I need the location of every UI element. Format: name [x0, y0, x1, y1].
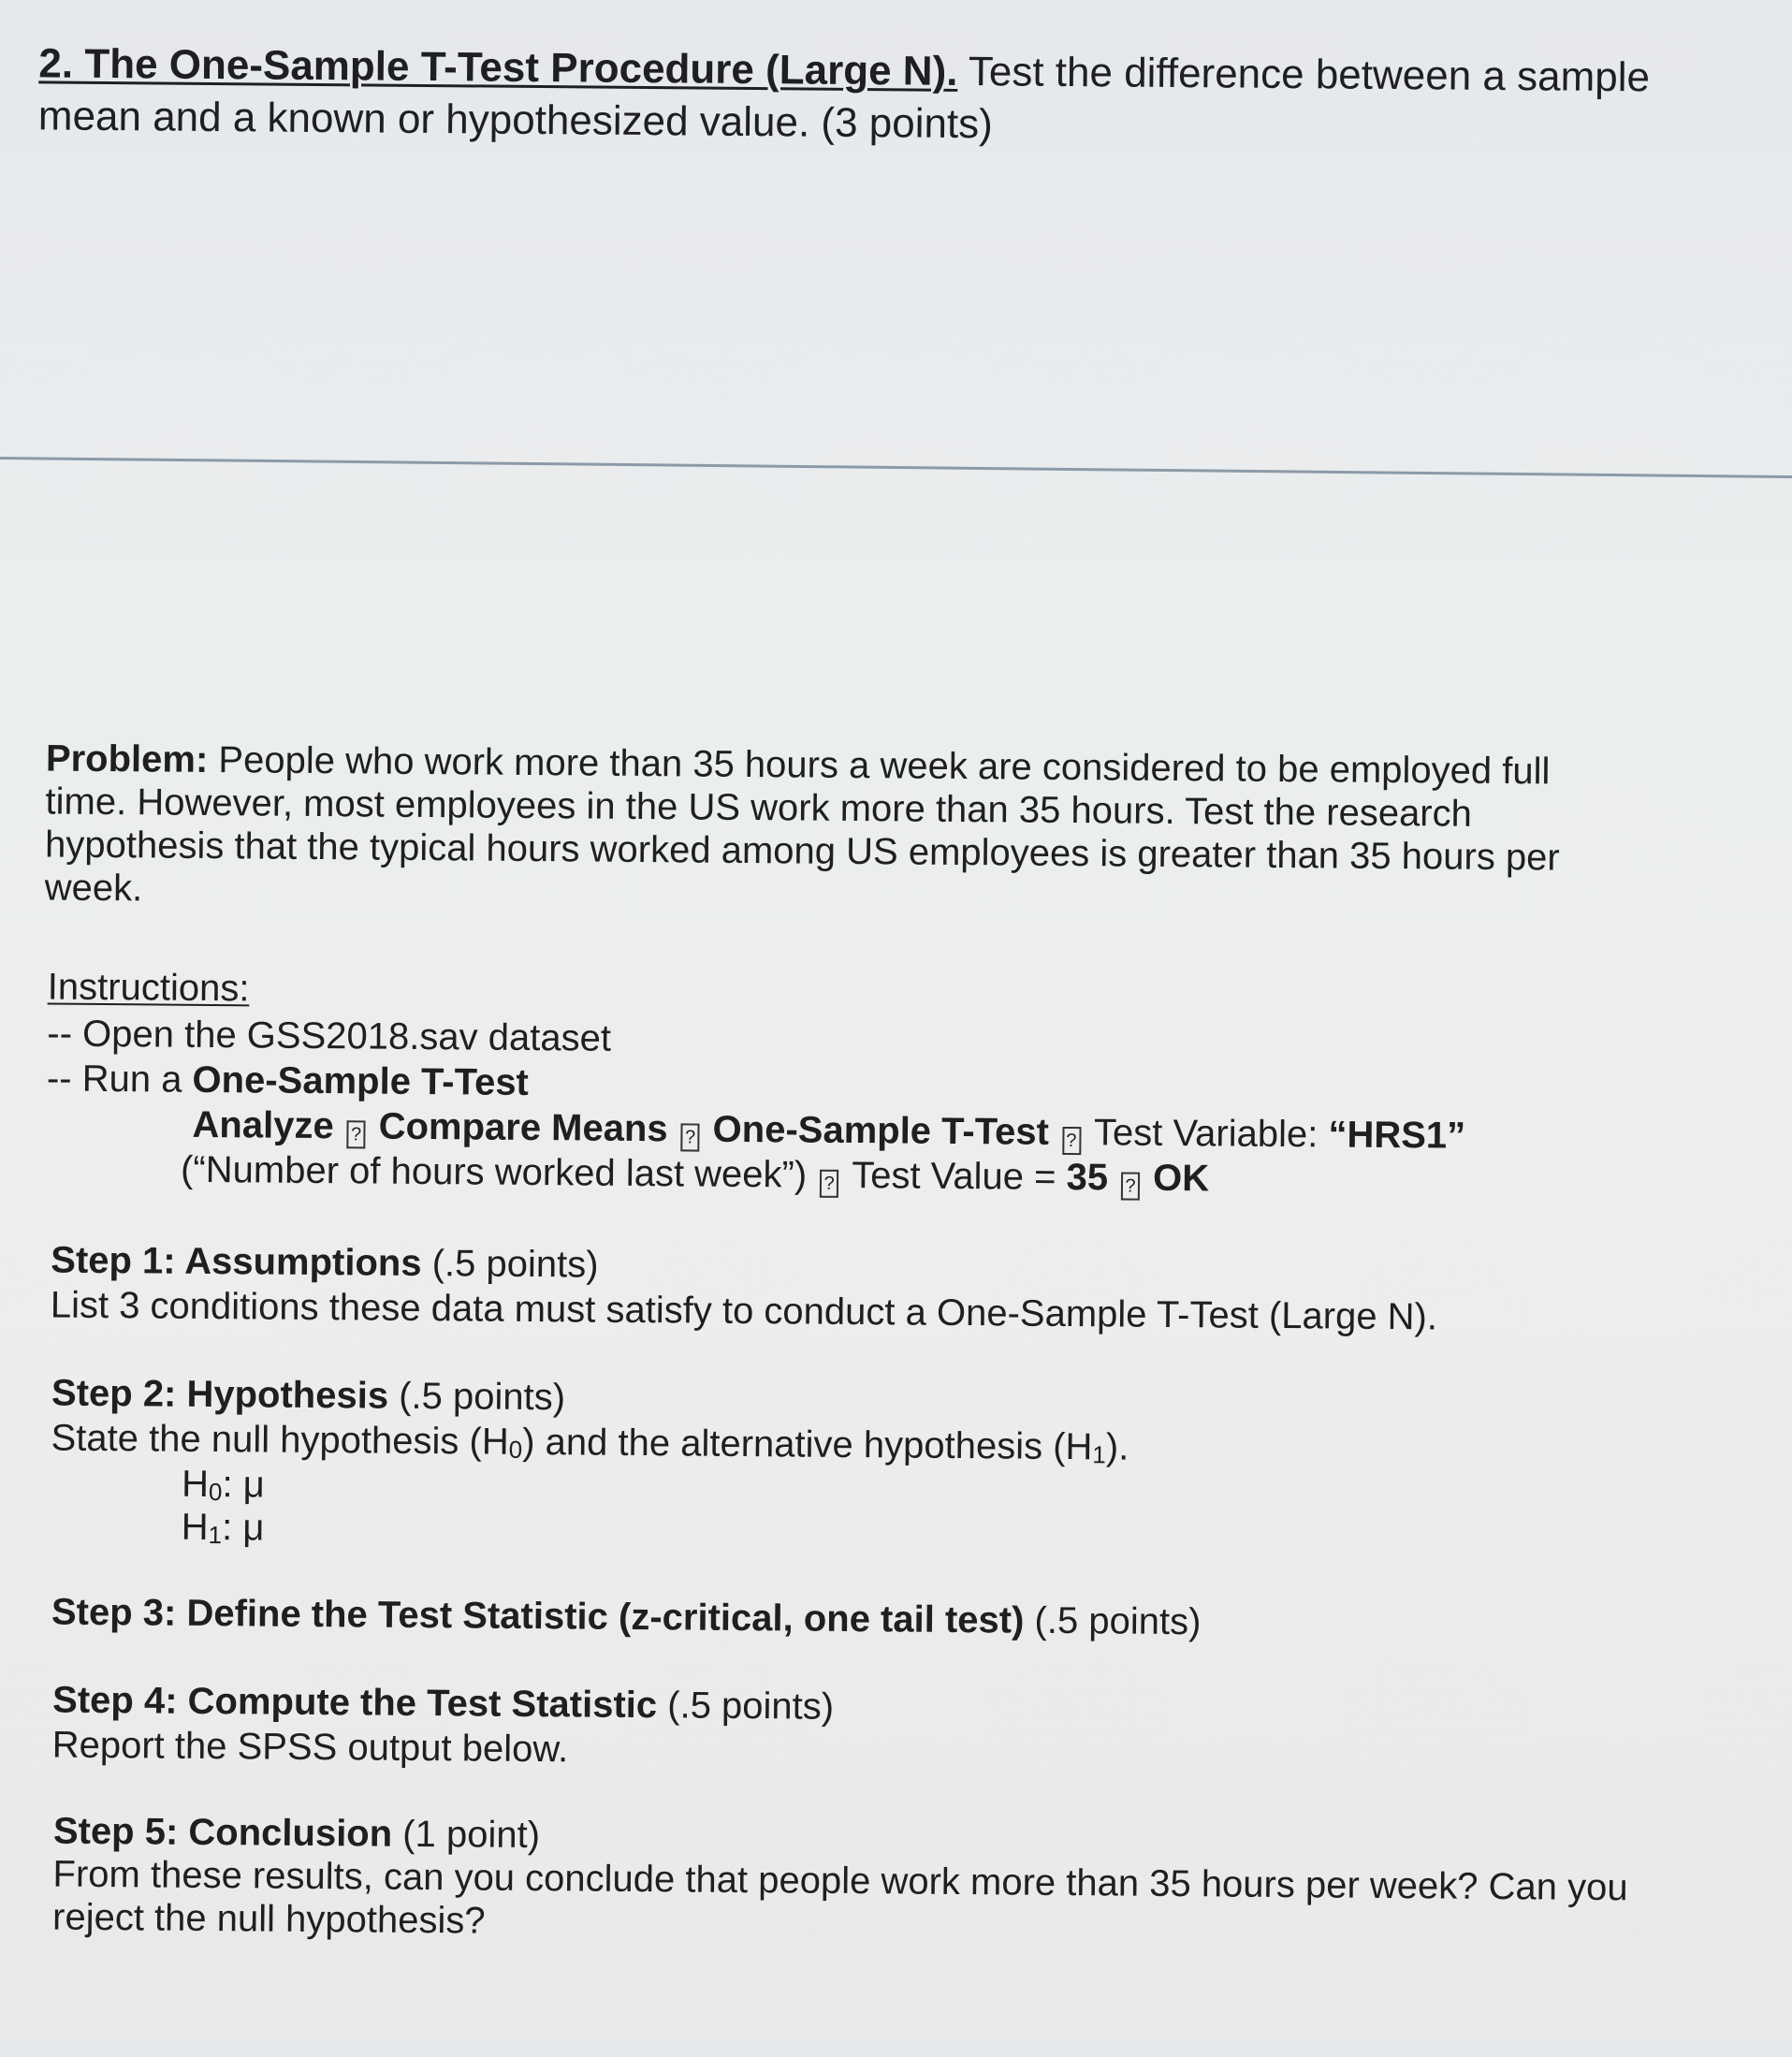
- step1-heading: Step 1: Assumptions (.5 points): [51, 1239, 599, 1286]
- ok-label: OK: [1152, 1157, 1210, 1200]
- step2-heading: Step 2: Hypothesis (.5 points): [51, 1372, 566, 1419]
- step5-text-line1: From these results, can you conclude that people work more than 35 hours per week? Can you: [52, 1853, 1628, 1909]
- step2-text: State the null hypothesis $(H_0)$ and the alternative hypothesis $(H_1)$.: [51, 1417, 1129, 1469]
- problem-line-3: hypothesis that the typical hours worked among US employees is greater than 35 hours per: [44, 824, 1560, 879]
- instruction-run-test: -- Run a One-Sample T-Test: [46, 1058, 530, 1103]
- step4-text: Report the SPSS output below.: [51, 1724, 569, 1771]
- problem-line-4: week.: [44, 867, 143, 910]
- variable-description: (“Number of hours worked last week”): [180, 1148, 808, 1196]
- step5-text-line2: reject the null hypothesis?: [51, 1896, 486, 1942]
- step3-heading: Step 3: Define the Test Statistic (z-critical, one tail test) (.5 points): [51, 1591, 1202, 1643]
- question-description: Test the difference between a sample: [968, 49, 1651, 101]
- problem-line-2: time. However, most employees in the US work more than 35 hours. Test the research: [45, 780, 1473, 835]
- missing-arrow-glyph-icon: ?: [820, 1170, 838, 1198]
- alternative-hypothesis: $H_1$: μ: [181, 1506, 265, 1550]
- test-value: 35: [1066, 1156, 1109, 1199]
- step4-heading: Step 4: Compute the Test Statistic (.5 points): [51, 1679, 835, 1728]
- step1-text: List 3 conditions these data must satisfy to conduct a One-Sample T-Test (Large N).: [50, 1284, 1438, 1338]
- question-title: [38, 41, 1650, 100]
- problem-label: Problem:: [45, 737, 209, 780]
- test-variable-value: “HRS1”: [1328, 1114, 1466, 1157]
- step5-heading: Step 5: Conclusion (1 point): [52, 1810, 541, 1857]
- question-heading: 2. The One-Sample T-Test Procedure (Large N).: [38, 40, 958, 95]
- problem-line-1: Problem: People who work more than 35 hours a week are considered to be employed full: [45, 737, 1551, 793]
- instruction-open-dataset: -- Open the GSS2018.sav dataset: [47, 1013, 612, 1059]
- null-hypothesis: $H_0$: μ: [181, 1463, 265, 1507]
- instructions-heading: Instructions:: [47, 966, 250, 1010]
- missing-arrow-glyph-icon: ?: [346, 1120, 365, 1148]
- missing-arrow-glyph-icon: ?: [1121, 1173, 1140, 1201]
- missing-arrow-glyph-icon: ?: [680, 1123, 699, 1151]
- question-description-line2: mean and a known or hypothesized value. (3 points): [37, 93, 994, 148]
- menu-one-sample-t-test: One-Sample T-Test: [712, 1108, 1050, 1153]
- menu-compare-means: Compare Means: [378, 1105, 668, 1150]
- menu-analyze: Analyze: [192, 1103, 334, 1147]
- spss-menu-path-cont: [181, 1147, 1209, 1202]
- test-value-label: Test Value =: [851, 1154, 1067, 1198]
- missing-arrow-glyph-icon: ?: [1062, 1127, 1081, 1155]
- test-variable-label: Test Variable:: [1093, 1112, 1329, 1156]
